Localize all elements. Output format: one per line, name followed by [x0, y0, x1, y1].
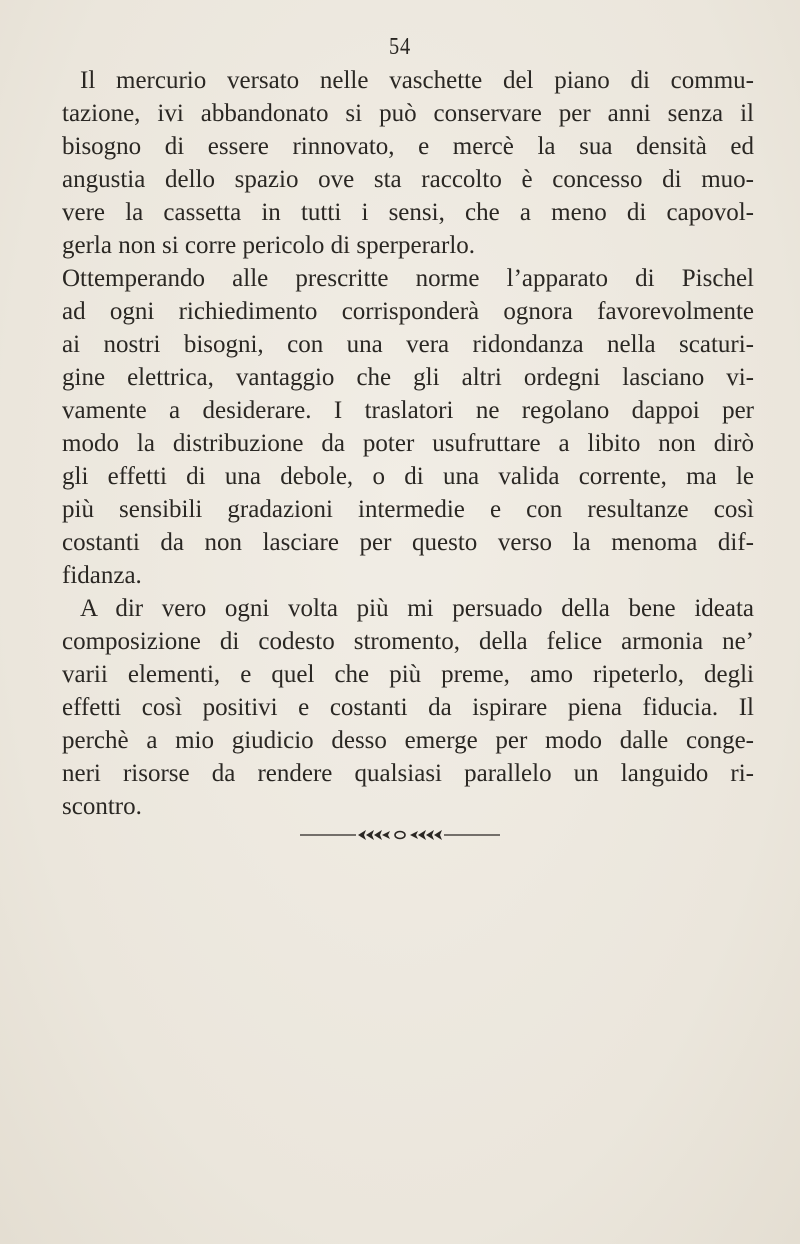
text-line: effetti così positivi e costanti da ispirare piena fiducia. Il: [62, 694, 754, 721]
text-line: tazione, ivi abbandonato si può conservare per anni senza il: [62, 100, 754, 127]
text-line: angustia dello spazio ove sta raccolto è concesso di muo-: [62, 166, 754, 193]
text-line: ai nostri bisogni, con una vera ridondanza nella scaturi-: [62, 331, 754, 358]
text-line: gerla non si corre pericolo di sperperarlo.: [62, 232, 476, 259]
text-line: modo la distribuzione da poter usufruttare a libito non dirò: [62, 430, 754, 457]
text-line: A dir vero ogni volta più mi persuado della bene ideata: [80, 595, 754, 622]
text-line: costanti da non lasciare per questo verso la menoma dif-: [62, 529, 754, 556]
text-line: vamente a desiderare. I traslatori ne regolano dappoi per: [62, 397, 754, 424]
text-line: bisogno di essere rinnovato, e mercè la sua densità ed: [62, 133, 754, 160]
text-line: neri risorse da rendere qualsiasi parallelo un languido ri-: [62, 760, 754, 787]
ornament-divider: [0, 828, 800, 842]
text-line: più sensibili gradazioni intermedie e con resultanze così: [62, 496, 754, 523]
body-text: [62, 64, 754, 823]
text-line: fidanza.: [62, 562, 142, 589]
paragraph-2: [62, 262, 754, 592]
text-line: composizione di codesto stromento, della felice armonia ne’: [62, 628, 754, 655]
page-number: 54: [388, 34, 412, 60]
text-line: vere la cassetta in tutti i sensi, che a meno di capovol-: [62, 199, 754, 226]
text-line: varii elementi, e quel che più preme, amo ripeterlo, degli: [62, 661, 754, 688]
paragraph-3: [62, 592, 754, 823]
text-line: gli effetti di una debole, o di una valida corrente, ma le: [62, 463, 754, 490]
paragraph-1: [62, 64, 754, 262]
text-line: perchè a mio giudicio desso emerge per modo dalle conge-: [62, 727, 754, 754]
text-line: Ottemperando alle prescritte norme l’apparato di Pischel: [62, 265, 754, 292]
ornament-icon: [300, 828, 500, 842]
text-line: ad ogni richiedimento corrisponderà ognora favorevolmente: [62, 298, 754, 325]
text-line: Il mercurio versato nelle vaschette del piano di commu-: [80, 67, 754, 94]
text-line: gine elettrica, vantaggio che gli altri ordegni lasciano vi-: [62, 364, 754, 391]
text-line: scontro.: [62, 793, 142, 820]
